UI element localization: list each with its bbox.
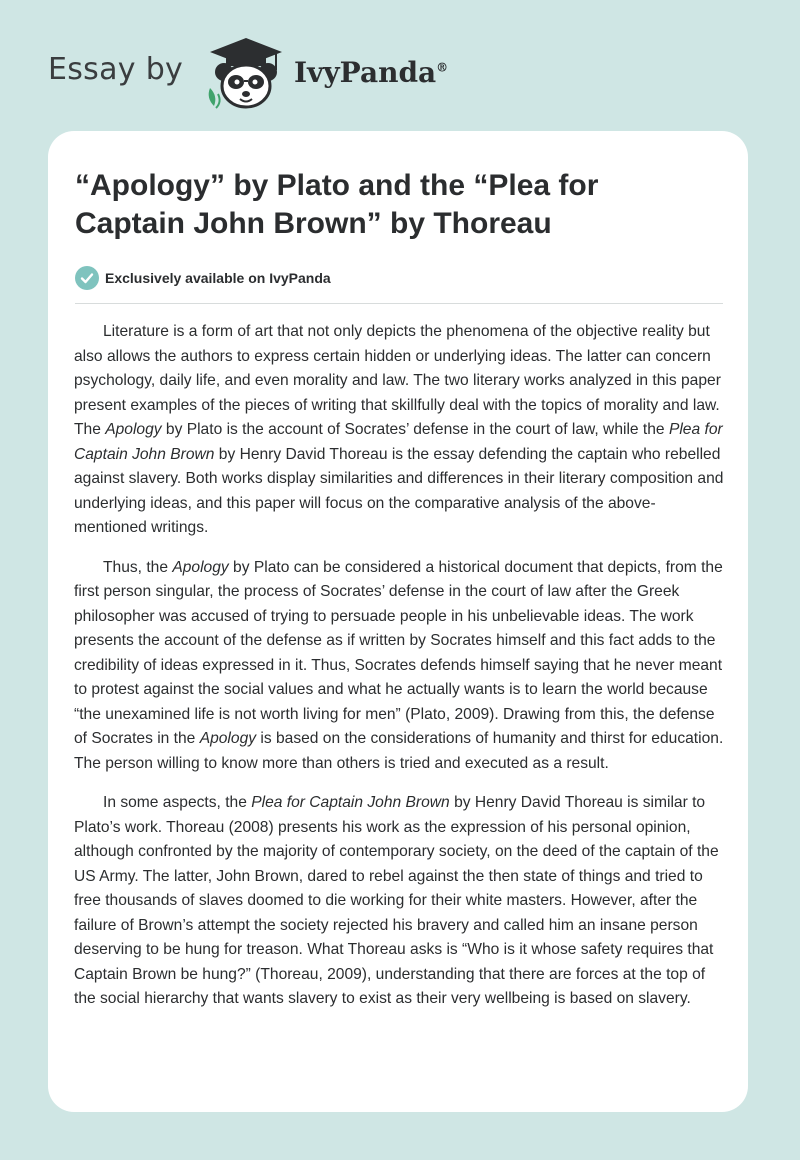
divider: [75, 303, 723, 304]
text-run: by Plato can be considered a historical document that depicts, from the first person singular, the process of Socrates’ defense in the court of law after the Greek philosopher was accused of trying to persuade people in his unbelievable ideas. The work presents the account of the defense as if written by Socrates himself and this fact adds to the credibility of ideas expressed in it. Thus, Socrates defends himself saying that he never meant to protest against the social values and what he actually wants is to learn the world because “the unexamined life is not worth living for men” (Plato, 2009). Drawing from this, the defense of Socrates in the: [74, 558, 723, 747]
italic-title-run: Apology: [105, 421, 162, 438]
site-header: [48, 32, 752, 112]
registered-mark: ®: [436, 60, 449, 75]
text-run: is based on the considerations of humanity and thirst for education. The person willing to know more than others is tried and executed as a result.: [74, 730, 724, 772]
badge-label: Exclusively available on IvyPanda: [105, 270, 331, 286]
text-run: Literature is a form of art that not only depicts the phenomena of the objective reality but also allows the authors to express certain hidden or underlying ideas. The latter can concern psychology, daily life, and even morality and law. The two literary works analyzed in this paper present examples of the pieces of writing that skillfully deal with the topics of morality and law. The: [74, 323, 721, 438]
text-run: by Henry David Thoreau is the essay defending the captain who rebelled against slavery. Both works display similarities and differences in their literary composition and underlying ideas, and this paper will focus on the comparative analysis of the above-mentioned writings.: [74, 445, 724, 536]
essay-card: [48, 131, 748, 1112]
paragraph-3: [74, 791, 726, 1012]
italic-title-run: Plea for Captain John Brown: [251, 794, 450, 811]
text-run: Thus, the: [103, 558, 173, 576]
text-run: by Henry David Thoreau is similar to Plato’s work. Thoreau (2008) presents his work as the expression of his personal opinion, although confronted by the majority of contemporary society, on the deed of the captain of the US Army. The latter, John Brown, dared to rebel against the then state of things and tried to free thousands of slaves doomed to die working for their white masters. However, after the failure of Brown’s attempt the society rejected his bravery and called him an insane person deserving to be hung for treason. What Thoreau asks is “Who is it whose safety requires that Captain Brown be hung?” (Thoreau, 2009), understanding that there are forces at the top of the social hierarchy that wants slavery to exist as their very wellbeing is based on slavery.: [74, 794, 719, 1007]
italic-title-run: Apology: [172, 558, 229, 576]
brand-name[interactable]: IvyPanda®: [294, 56, 449, 89]
essay-by-label: Essay by: [48, 52, 184, 87]
exclusive-badge: [75, 265, 331, 291]
paragraph-2: [74, 556, 726, 777]
panda-logo-icon[interactable]: [204, 36, 288, 112]
text-run: by Plato is the account of Socrates’ defense in the court of law, while the: [161, 421, 669, 438]
check-circle-icon: [75, 266, 99, 290]
essay-title: “Apology” by Plato and the “Plea for Captain John Brown” by Thoreau: [75, 169, 599, 240]
italic-title-run: Plea for Captain John Brown: [74, 421, 723, 463]
essay-body: [74, 320, 726, 1027]
text-run: In some aspects, the: [103, 794, 252, 811]
italic-title-run: Apology: [199, 730, 257, 747]
paragraph-1: [74, 320, 726, 541]
